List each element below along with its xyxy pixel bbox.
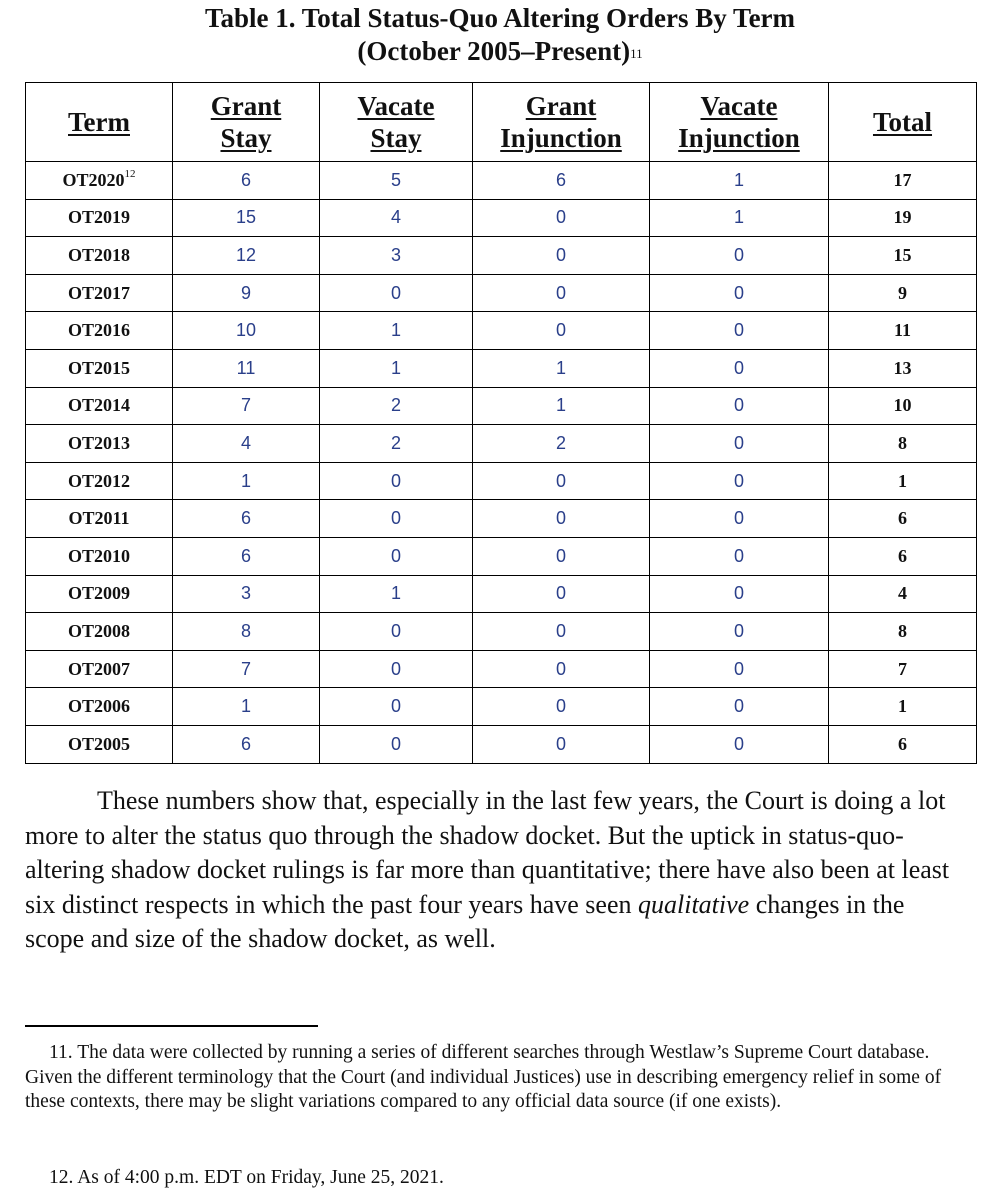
cell-term: OT2007 (26, 650, 173, 688)
cell-total: 6 (829, 537, 977, 575)
cell-vacate-injunction: 1 (650, 162, 829, 200)
cell-vacate-stay: 0 (320, 688, 473, 726)
cell-grant-stay: 7 (173, 387, 320, 425)
cell-vacate-injunction: 0 (650, 312, 829, 350)
footnote-ref-11: 11 (630, 46, 643, 61)
cell-total: 7 (829, 650, 977, 688)
cell-vacate-stay: 0 (320, 537, 473, 575)
table-row (26, 274, 977, 312)
body-text: These numbers show that, especially in the last few years, the Court is doing a lot more to alter the status quo through the shadow docket. But the uptick in status-quo-altering shadow docket rulings is far more than quantitative; there have also been at least six distinct respects in which the past four years have seen (25, 786, 950, 919)
cell-vacate-injunction: 0 (650, 537, 829, 575)
cell-vacate-injunction: 0 (650, 725, 829, 763)
table-row (26, 688, 977, 726)
footnote-divider (25, 1025, 318, 1027)
cell-grant-injunction: 0 (473, 274, 650, 312)
cell-grant-injunction: 0 (473, 500, 650, 538)
cell-total: 19 (829, 199, 977, 237)
cell-grant-stay: 6 (173, 500, 320, 538)
footnote-11 (25, 1041, 975, 1115)
header-vacate-injunction: Vacate Injunction (650, 83, 829, 162)
cell-vacate-stay: 0 (320, 462, 473, 500)
header-grant-stay: Grant Stay (173, 83, 320, 162)
footnote-number: 11. (49, 1042, 73, 1063)
table-row (26, 462, 977, 500)
cell-vacate-stay: 1 (320, 575, 473, 613)
cell-total: 8 (829, 425, 977, 463)
cell-total: 11 (829, 312, 977, 350)
cell-vacate-stay: 0 (320, 725, 473, 763)
cell-grant-stay: 4 (173, 425, 320, 463)
cell-total: 17 (829, 162, 977, 200)
cell-vacate-injunction: 0 (650, 575, 829, 613)
table-title-date-range: (October 2005–Present) (357, 36, 631, 66)
cell-vacate-injunction: 0 (650, 387, 829, 425)
cell-term: OT2019 (26, 199, 173, 237)
table-header-row (26, 83, 977, 162)
cell-term: OT2015 (26, 349, 173, 387)
cell-vacate-stay: 0 (320, 500, 473, 538)
cell-grant-injunction: 0 (473, 650, 650, 688)
footnote-12 (25, 1166, 975, 1191)
table-body (26, 162, 977, 764)
cell-total: 1 (829, 688, 977, 726)
cell-grant-injunction: 0 (473, 725, 650, 763)
cell-total: 10 (829, 387, 977, 425)
cell-grant-stay: 7 (173, 650, 320, 688)
cell-vacate-injunction: 0 (650, 425, 829, 463)
cell-total: 6 (829, 500, 977, 538)
cell-term: OT2006 (26, 688, 173, 726)
table-row (26, 500, 977, 538)
cell-vacate-stay: 5 (320, 162, 473, 200)
body-paragraph (25, 784, 965, 957)
table-row (26, 725, 977, 763)
cell-grant-injunction: 0 (473, 537, 650, 575)
cell-total: 15 (829, 237, 977, 275)
cell-term: OT2009 (26, 575, 173, 613)
cell-grant-stay: 6 (173, 162, 320, 200)
header-grant-injunction: Grant Injunction (473, 83, 650, 162)
table-title-line2 (0, 35, 1000, 68)
header-vacate-stay: Vacate Stay (320, 83, 473, 162)
cell-grant-injunction: 0 (473, 613, 650, 651)
table-row (26, 613, 977, 651)
cell-grant-injunction: 0 (473, 688, 650, 726)
footnote-text: The data were collected by running a series of different searches through Westlaw’s Supreme Court database. Given the different terminology that the Court (and individual Justices) use in describing emergency relief in some of these contexts, there may be slight variations compared to any official data source (if one exists). (25, 1042, 942, 1112)
cell-total: 8 (829, 613, 977, 651)
cell-vacate-stay: 4 (320, 199, 473, 237)
header-term: Term (26, 83, 173, 162)
cell-vacate-stay: 0 (320, 274, 473, 312)
cell-vacate-injunction: 0 (650, 688, 829, 726)
body-text-italic: qualitative (638, 889, 750, 919)
cell-vacate-injunction: 0 (650, 613, 829, 651)
cell-grant-injunction: 0 (473, 462, 650, 500)
cell-total: 13 (829, 349, 977, 387)
cell-grant-injunction: 0 (473, 312, 650, 350)
table-row (26, 237, 977, 275)
cell-grant-stay: 9 (173, 274, 320, 312)
cell-term: OT2010 (26, 537, 173, 575)
cell-term: OT2011 (26, 500, 173, 538)
cell-term: OT2017 (26, 274, 173, 312)
cell-total: 9 (829, 274, 977, 312)
cell-grant-stay: 1 (173, 462, 320, 500)
cell-vacate-stay: 1 (320, 349, 473, 387)
table-row (26, 387, 977, 425)
cell-grant-injunction: 0 (473, 199, 650, 237)
cell-grant-stay: 6 (173, 537, 320, 575)
cell-grant-stay: 6 (173, 725, 320, 763)
cell-vacate-stay: 2 (320, 425, 473, 463)
cell-grant-stay: 8 (173, 613, 320, 651)
cell-grant-stay: 1 (173, 688, 320, 726)
table-row (26, 199, 977, 237)
cell-vacate-injunction: 0 (650, 274, 829, 312)
cell-grant-injunction: 0 (473, 237, 650, 275)
table-row (26, 650, 977, 688)
cell-vacate-injunction: 0 (650, 462, 829, 500)
table-row (26, 312, 977, 350)
cell-term: OT2014 (26, 387, 173, 425)
cell-grant-stay: 12 (173, 237, 320, 275)
table-title-line1: Table 1. Total Status-Quo Altering Orders By Term (204, 3, 796, 33)
table-row (26, 575, 977, 613)
table-row (26, 425, 977, 463)
cell-total: 4 (829, 575, 977, 613)
cell-grant-injunction: 1 (473, 387, 650, 425)
cell-grant-injunction: 6 (473, 162, 650, 200)
cell-total: 1 (829, 462, 977, 500)
cell-grant-injunction: 1 (473, 349, 650, 387)
cell-grant-stay: 11 (173, 349, 320, 387)
table-row (26, 349, 977, 387)
cell-vacate-injunction: 0 (650, 650, 829, 688)
cell-term: OT2013 (26, 425, 173, 463)
cell-grant-stay: 3 (173, 575, 320, 613)
cell-vacate-stay: 1 (320, 312, 473, 350)
cell-grant-injunction: 2 (473, 425, 650, 463)
status-quo-orders-table (25, 82, 977, 764)
cell-grant-stay: 10 (173, 312, 320, 350)
cell-vacate-stay: 0 (320, 650, 473, 688)
cell-grant-injunction: 0 (473, 575, 650, 613)
body-text-end: changes in the scope and size of the shadow docket, as well. (25, 889, 905, 953)
footnote-number: 12. (49, 1167, 74, 1188)
cell-term: OT2005 (26, 725, 173, 763)
cell-term: OT2016 (26, 312, 173, 350)
cell-vacate-stay: 3 (320, 237, 473, 275)
cell-vacate-injunction: 0 (650, 500, 829, 538)
cell-total: 6 (829, 725, 977, 763)
cell-term: OT2012 (26, 462, 173, 500)
header-total: Total (829, 83, 977, 162)
cell-vacate-injunction: 1 (650, 199, 829, 237)
cell-vacate-injunction: 0 (650, 237, 829, 275)
cell-term: OT2008 (26, 613, 173, 651)
cell-term: OT2020$^{12}$ (26, 162, 173, 200)
cell-term: OT2018 (26, 237, 173, 275)
cell-vacate-injunction: 0 (650, 349, 829, 387)
cell-grant-stay: 15 (173, 199, 320, 237)
footnote-text: As of 4:00 p.m. EDT on Friday, June 25, 2021. (77, 1167, 444, 1188)
cell-vacate-stay: 0 (320, 613, 473, 651)
footnote-ref: 12 (124, 167, 136, 180)
table-title (0, 2, 1000, 68)
table-row (26, 537, 977, 575)
cell-vacate-stay: 2 (320, 387, 473, 425)
table-row (26, 162, 977, 200)
